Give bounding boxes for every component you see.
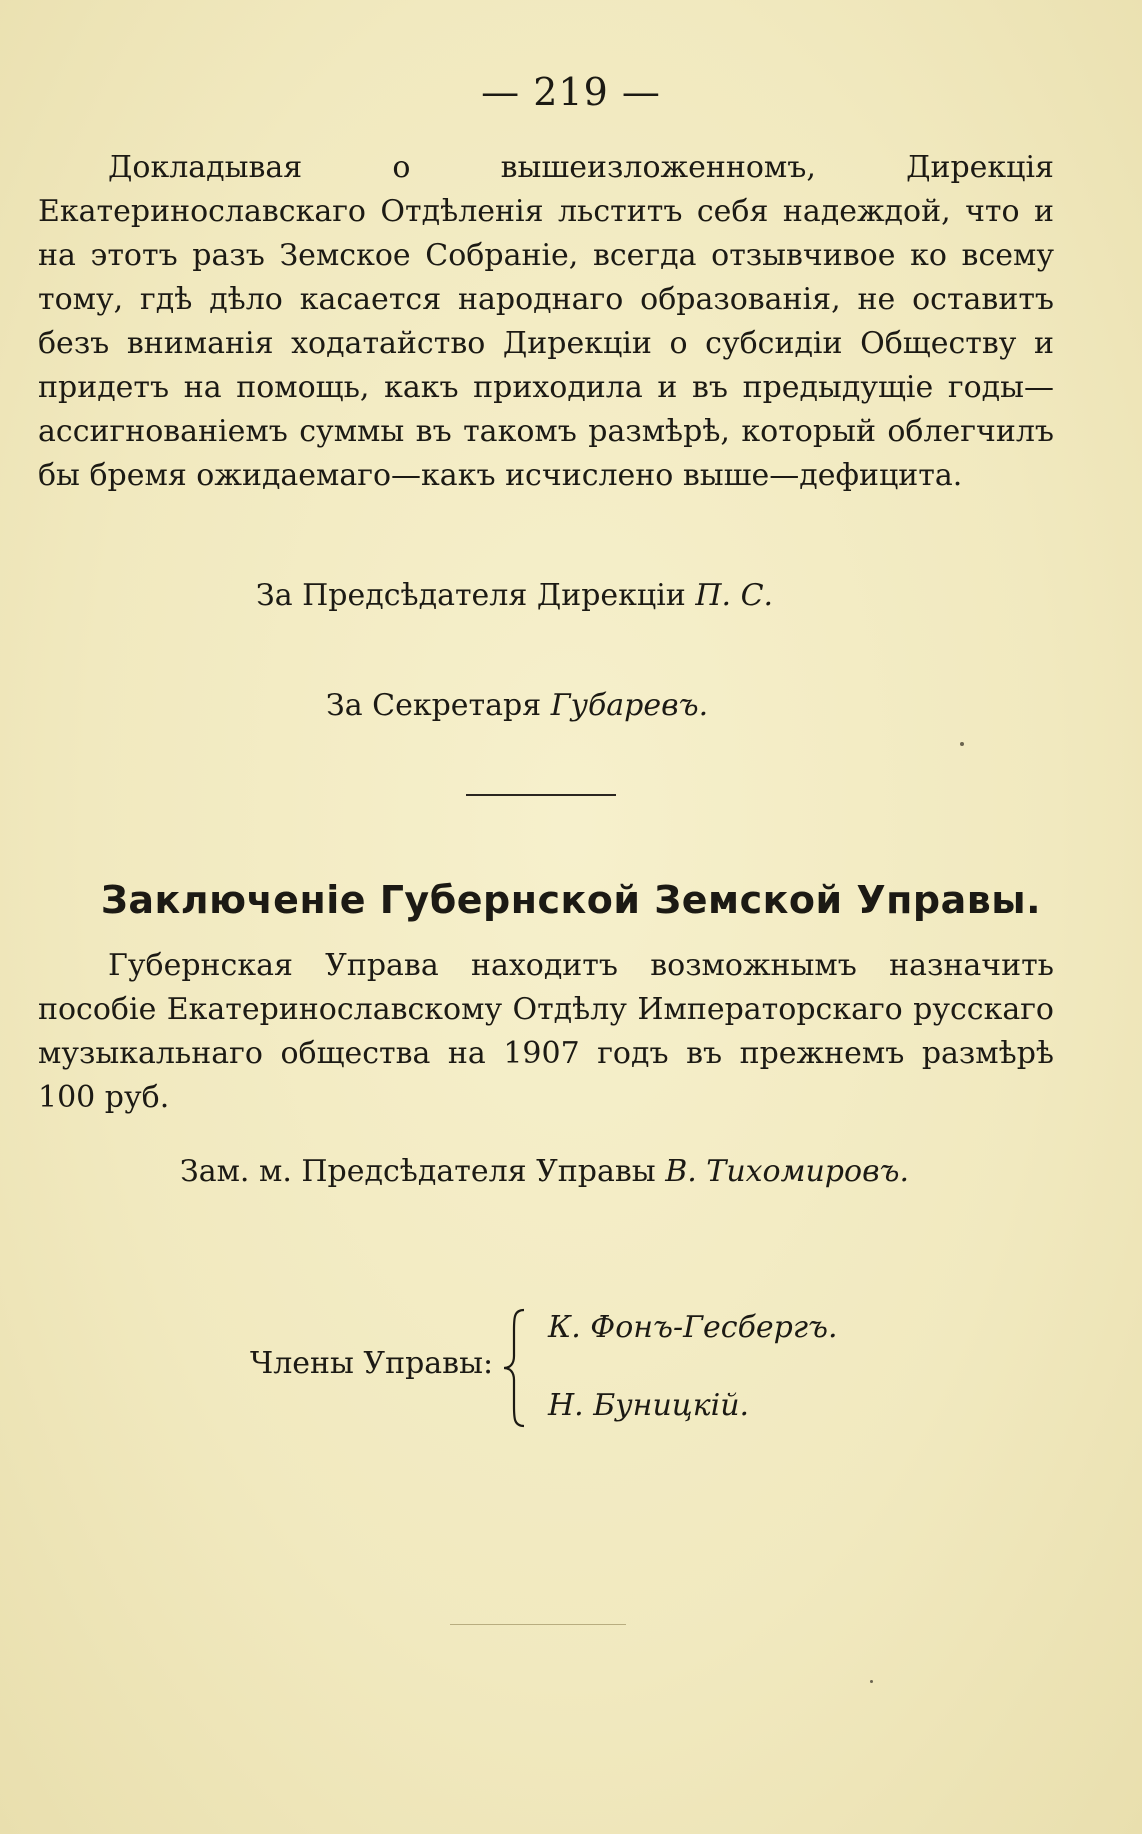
- chairman-signature: [256, 576, 773, 616]
- secretary-signature-name: Губаревъ.: [550, 688, 709, 723]
- deputy-signature-name: В. Тихомировъ.: [665, 1154, 910, 1189]
- chairman-signature-name: П. С.: [695, 578, 774, 613]
- deputy-signature: [180, 1152, 909, 1192]
- speck-mark: [960, 742, 964, 746]
- report-paragraph-text: Докладывая о вышеизложенномъ, Дирекція Екатеринославскаго Отдѣленія льститъ себя надеждой, что и на этотъ разъ Земское Собраніе, всегда отзывчивое ко всему тому, гдѣ дѣло касается народнаго образованія, не оставитъ безъ вниманія ходатайство Дирекціи о субсидіи Обществу и придетъ на помощь, какъ приходила и въ предыдущіе годы—ассигнованіемъ суммы въ такомъ размѣрѣ, который облегчилъ бы бремя ожидаемаго—какъ исчислено выше—дефицита.: [38, 150, 1054, 493]
- secretary-signature: [326, 686, 708, 726]
- member-name: Н. Буницкій.: [548, 1388, 750, 1423]
- section-divider: [466, 794, 616, 796]
- speck-mark: [870, 1680, 873, 1683]
- chairman-signature-prefix: За Предсѣдателя Дирекціи: [256, 578, 686, 613]
- members-brace: [500, 1308, 530, 1428]
- footer-rule: [450, 1624, 626, 1625]
- member-name: К. Фонъ-Гесбергъ.: [548, 1310, 838, 1345]
- members-label: Члены Управы:: [250, 1346, 494, 1381]
- deputy-signature-prefix: Зам. м. Предсѣдателя Управы: [180, 1154, 656, 1189]
- page-number: — 219 —: [481, 70, 661, 114]
- conclusion-paragraph-text: Губернская Управа находитъ возможнымъ назначить пособіе Екатеринославскому Отдѣлу Императорскаго русскаго музыкальнаго общества на 1907 годъ въ прежнемъ размѣрѣ 100 руб.: [38, 948, 1054, 1115]
- report-paragraph: [38, 146, 1054, 498]
- secretary-signature-prefix: За Секретаря: [326, 688, 542, 723]
- conclusion-paragraph: [38, 944, 1054, 1120]
- section-heading: Заключеніе Губернской Земской Управы.: [100, 878, 1042, 922]
